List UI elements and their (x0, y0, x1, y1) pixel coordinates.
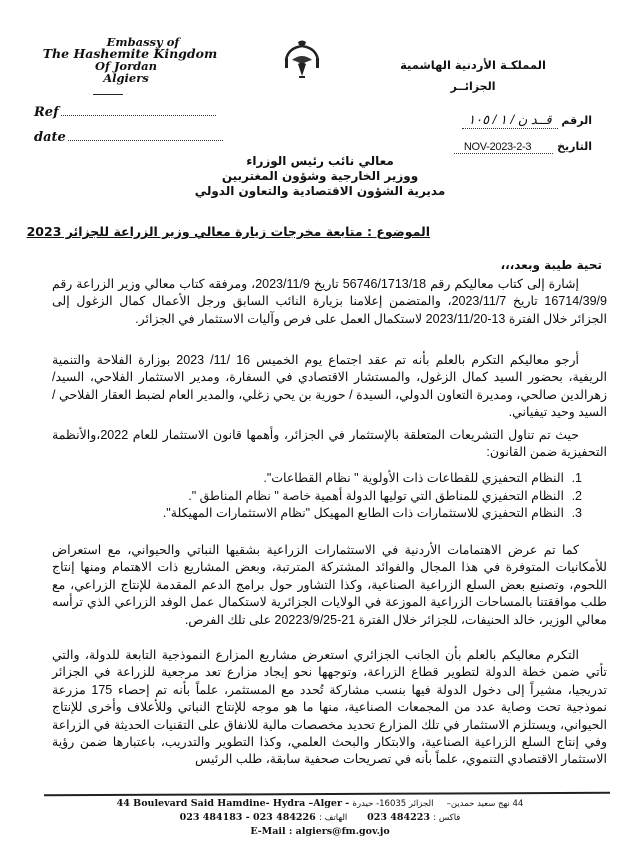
paragraph-meeting: أرجو معاليكم التكرم بالعلم بأنه تم عقد اجتماع يوم الخميس 16 /11/ 2023 بوزارة الفلاحة والتنمية الريفية، بحضور السيد كمال الزغول، والمستشار الاقتصادي في السفارة، ومدير الاستثمار الفلاحي، السيد/ زهرالدين صالحي، ومديرة التعاون الدولي، السيدة / حورية بن يحي زغلي، والمدير العام لضبط العقار الفلاحي / السيد وحيد تيفياني. (52, 353, 607, 420)
jordan-coat-of-arms-icon (282, 38, 322, 80)
list-item: 1.النظام التحفيزي للقطاعات ذات الأولوية " نظام القطاعات". (263, 471, 582, 485)
embassy-name-english (40, 36, 220, 84)
letter-date-field (454, 140, 592, 154)
date-stamp: 2-3-NOV-2023 (454, 141, 553, 154)
list-item: 2.النظام التحفيزي للمناطق التي توليها الدولة أهمية خاصة " نظام المناطق ". (188, 488, 582, 503)
embassy-name-arabic (388, 54, 558, 98)
city-name-arabic: الجزائــر (450, 80, 496, 93)
addressee-line: معالي نائب رئيس الوزراء (246, 154, 394, 168)
footer-email: E-Mail : algiers@fm.gov.jo (250, 826, 390, 837)
ref-label: Ref (34, 105, 59, 120)
list-item: 3.النظام التحفيزي للاستثمارات ذات الطابع المهيكل "نظام الاستثمارات المهيكلة". (162, 506, 582, 520)
ref-field (34, 105, 216, 120)
embassy-line: Of Jordan (95, 59, 157, 73)
address-arabic-street: 44 نهج سعيد حمدين– (446, 799, 524, 809)
footer-phones (80, 811, 560, 825)
body-paragraph (52, 276, 607, 328)
addressee-line: ووزير الخارجية وشؤون المغتربين (221, 169, 419, 183)
embassy-line: Algiers (103, 71, 149, 85)
body-paragraph (52, 542, 607, 629)
paragraph-legislation: حيث تم تناول التشريعات المتعلقة بالإستثمار في الجزائر، وأهمها قانون الاستثمار للعام 2022،والأنظمة التحفيزية ضمن القانون: (52, 428, 607, 460)
letterhead-divider (93, 94, 123, 95)
subject-line: الموضوع : متابعة مخرجات زيارة معالي وزير الزراعة للجزائر 2023 (26, 224, 430, 239)
date-blank (68, 131, 223, 141)
phone-numbers: 023 484183 - 023 484226 (179, 812, 316, 823)
body-paragraph (52, 427, 607, 462)
embassy-contact-footer (80, 797, 560, 839)
kingdom-name-arabic: المملكـة الأردنية الهاشمية (400, 58, 546, 72)
paragraph-reference: إشارة إلى كتاب معاليكم رقم 56746/1713/18 تاريخ 2023/11/9، ومرفقه كتاب معالي وزير الزراعة رقم 16714/39/9 تاريخ 2023/11/7، والمتضمن إعلامنا بزيارة النائب السابق ورجل الأعمال كمال الزغول إلى الجزائر خلال الفترة 13-2023/11/20 لاستكمال العمل على فرص وآليات الاستثمار في الجزائر. (52, 277, 607, 326)
date-field (34, 130, 223, 145)
number-label-ar: الرقم (561, 114, 592, 127)
greeting: تحية طيبة وبعد،،، (500, 258, 602, 272)
paragraph-model-farms: التكرم معاليكم بالعلم بأن الجانب الجزائري استعرض مشاريع المزارع النموذجية التابعة للدولة، والتي تأتي ضمن خطة الدولة لتطوير قطاع الزراعة، وتوجهها نحو إيجاد مزارع تعد مرجعية للزراعة في الجزائر تدريجيا، مشيراً إلى دخول الدولة فيها بنسب مشاركة تُحدد مع المستثمر، علماً بأنه تم إحصاء 175 مزرعة نموذجية تحت وصاية عدد من المجمعات الصناعية، منها ما هو موجه للإنتاج النباتي وللأعلاف وأخرى للإنتاج الحيواني، ويستلزم الاستثمار في تلك المزارع تحديد مخصصات مالية للانفاق على التقنيات الحديثة في الزراعة وفي إنتاج السلع الزراعية الصناعية، والابتكار والبحث العلمي، وكذا التطوير والتدريب، باعتبارها ضمن رؤية الاستثمار الاقتصادي التنموي، علماً بأنه في تصريحات صحفية سابقة، طلب الرئيس (52, 648, 607, 767)
addressee-line: مديرية الشؤون الاقتصادية والتعاون الدولي (194, 184, 446, 198)
addressee-block (150, 154, 490, 199)
address-arabic: الجزائر 16035- حيدرة (352, 799, 434, 809)
footer-address (80, 797, 560, 811)
address-english: 44 Boulevard Said Hamdine- Hydra –Alger - (116, 798, 350, 809)
ref-blank (61, 106, 216, 116)
phone-label: الهاتف : (319, 813, 348, 823)
reference-number-field (462, 112, 592, 129)
paragraph-agricultural-interests: كما تم عرض الاهتمامات الأردنية في الاستثمارات الزراعية بشقيها النباتي والحيواني، مع استعراض للأمكانيات المتوفرة في هذا المجال والفوائد المشتركة المترتبة، وبعض المشاريع ذات الاهتمام ومنها إنتاج اللحوم، وتصنيع بعض السلع الزراعية الصناعية، وكذا التشاور حول برامج الدعم المقدمة للإنتاج الزراعي، مع طلب موافقتنا بالمساحات الزراعية الموزعة في الولايات الجزائرية لاستكمال عمل الوفد الزراعي الذي ترأسه معالي الوزير، خالد الحنيفات، للجزائر خلال الفترة 21-20223/9/25 على تلك الفرص. (52, 543, 607, 627)
fax-number: 023 484223 (367, 812, 430, 823)
date-label-ar: التاريخ (557, 140, 592, 153)
body-paragraph (52, 647, 607, 769)
embassy-line: Embassy of (106, 35, 180, 49)
date-label: date (34, 130, 66, 145)
reference-number-value: قــد ن / ١ / ١٠٥ (462, 112, 557, 129)
footer-divider (44, 792, 610, 796)
fax-label: فاكس : (433, 813, 461, 823)
incentive-systems-list (163, 470, 582, 523)
body-paragraph (52, 352, 607, 422)
embassy-line: The Hashemite Kingdom (42, 46, 218, 61)
